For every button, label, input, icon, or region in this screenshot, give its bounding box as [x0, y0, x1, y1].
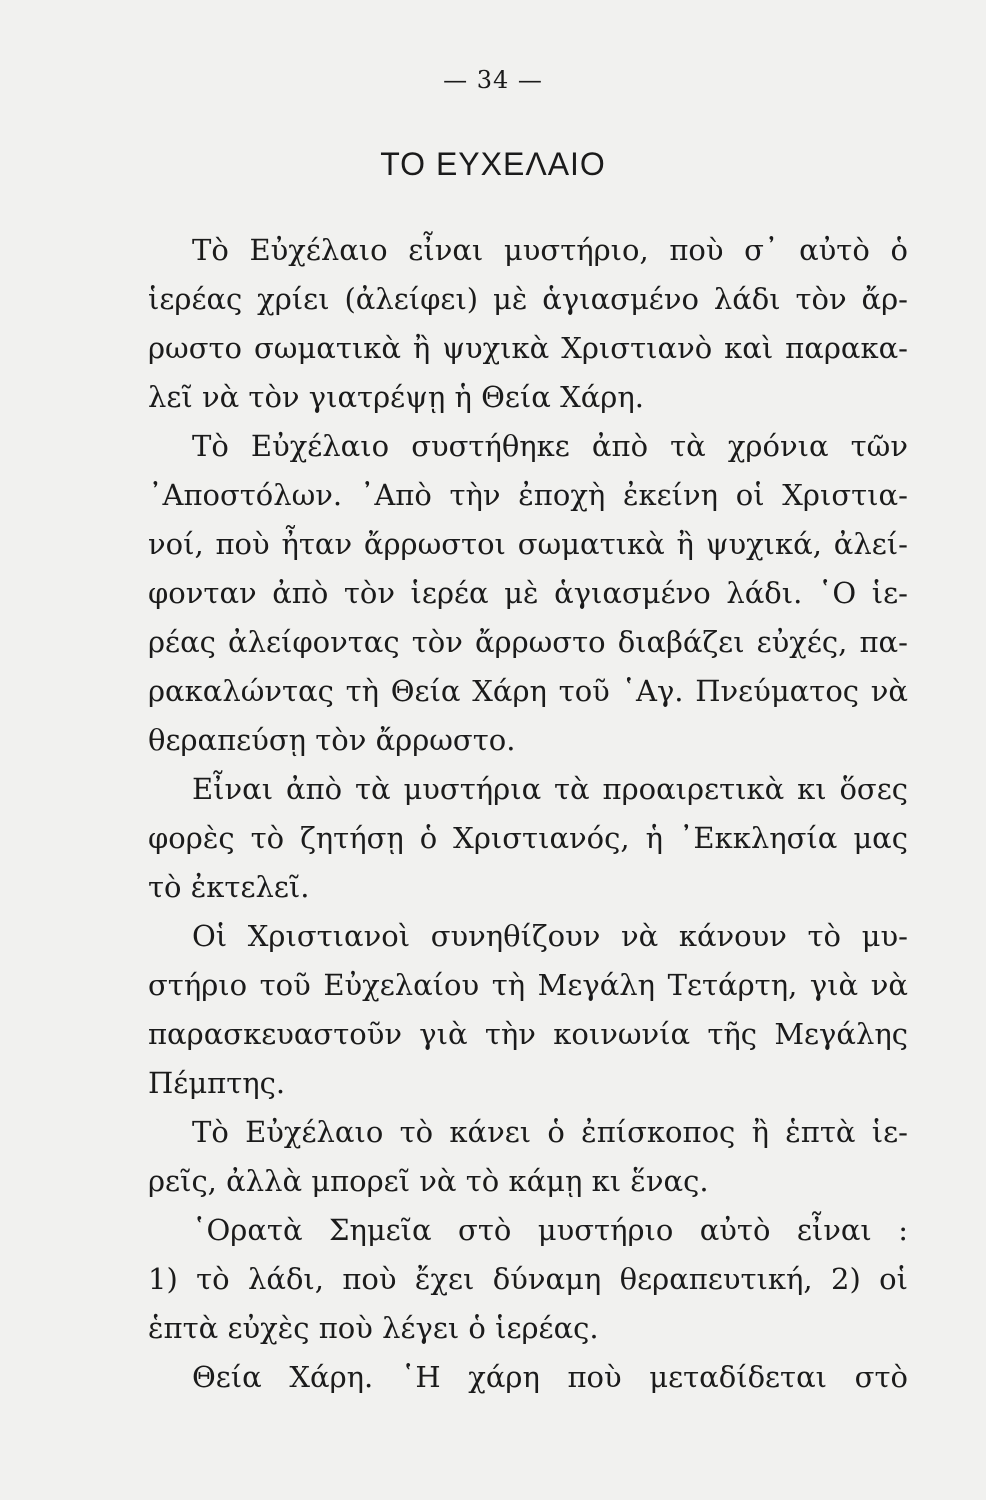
text-line: Τὸ Εὐχέλαιο εἶναι μυστήριο, ποὺ σ᾿ αὐτὸ ὁ: [192, 233, 908, 267]
text-line: παρασκευαστοῦν γιὰ τὴν κοινωνία τῆς Μεγάλης: [148, 1017, 908, 1051]
text-line: ρωστο σωματικὰ ἢ ψυχικὰ Χριστιανὸ καὶ παρακα-: [148, 331, 908, 365]
text-line: στήριο τοῦ Εὐχελαίου τὴ Μεγάλη Τετάρτη, γιὰ νὰ: [148, 968, 908, 1002]
text-line: 1) τὸ λάδι, ποὺ ἔχει δύναμη θεραπευτική, 2) οἱ: [148, 1262, 908, 1296]
text-line: ρακαλώντας τὴ Θεία Χάρη τοῦ ῾Αγ. Πνεύματος νὰ: [148, 674, 908, 708]
text-line: ῾Ορατὰ Σημεῖα στὸ μυστήριο αὐτὸ εἶναι :: [192, 1213, 908, 1247]
text-line: Πέμπτης.: [148, 1066, 286, 1100]
body-text: [148, 226, 908, 1402]
text-line: Οἱ Χριστιανοὶ συνηθίζουν νὰ κάνουν τὸ μυ-: [192, 919, 908, 953]
text-line: φονταν ἀπὸ τὸν ἱερέα μὲ ἁγιασμένο λάδι. ῾Ο ἱε-: [148, 576, 908, 610]
text-line: ἑπτὰ εὐχὲς ποὺ λέγει ὁ ἱερέας.: [148, 1311, 599, 1345]
text-line: νοί, ποὺ ἦταν ἄρρωστοι σωματικὰ ἢ ψυχικά, ἀλεί-: [148, 527, 908, 561]
text-line: Θεία Χάρη. ῾Η χάρη ποὺ μεταδίδεται στὸ: [192, 1360, 908, 1394]
text-line: ἱερέας χρίει (ἀλείφει) μὲ ἁγιασμένο λάδι τὸν ἄρ-: [148, 282, 908, 316]
text-line: τὸ ἐκτελεῖ.: [148, 870, 310, 904]
text-line: θεραπεύσῃ τὸν ἄρρωστο.: [148, 723, 516, 757]
text-line: Εἶναι ἀπὸ τὰ μυστήρια τὰ προαιρετικὰ κι ὅσες: [192, 772, 908, 806]
text-line: ρέας ἀλείφοντας τὸν ἄρρωστο διαβάζει εὐχές, πα-: [148, 625, 908, 659]
text-line: ᾿Αποστόλων. ᾿Απὸ τὴν ἐποχὴ ἐκείνη οἱ Χριστια-: [148, 478, 908, 512]
text-line: Τὸ Εὐχέλαιο συστήθηκε ἀπὸ τὰ χρόνια τῶν: [192, 429, 908, 463]
text-line: ρεῖς, ἀλλὰ μπορεῖ νὰ τὸ κάμῃ κι ἕνας.: [148, 1164, 709, 1198]
chapter-title: ΤΟ ΕΥΧΕΛΑΙΟ: [380, 146, 606, 182]
text-line: Τὸ Εὐχέλαιο τὸ κάνει ὁ ἐπίσκοπος ἢ ἑπτὰ ἱε-: [192, 1115, 908, 1149]
text-line: λεῖ νὰ τὸν γιατρέψῃ ἡ Θεία Χάρη.: [148, 380, 644, 414]
page-number: — 34 —: [443, 66, 543, 94]
text-line: φορὲς τὸ ζητήσῃ ὁ Χριστιανός, ἡ ᾿Εκκλησία μας: [148, 821, 908, 855]
